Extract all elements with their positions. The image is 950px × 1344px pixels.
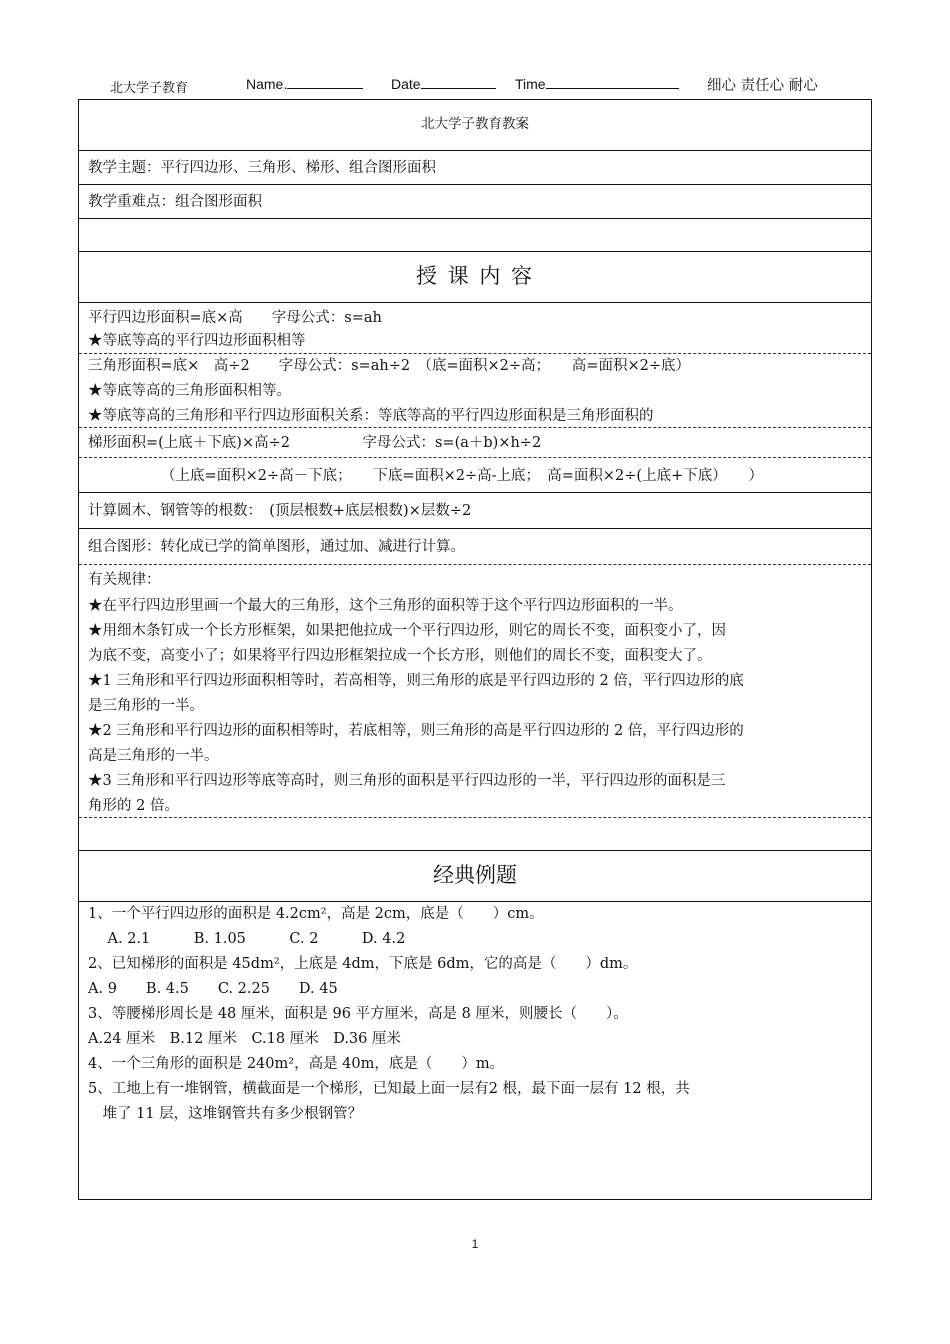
- lesson-plan-table: [78, 99, 872, 1200]
- rules-block: [79, 565, 871, 818]
- doc-title: 北大学子教育教案: [421, 116, 529, 132]
- section-title-content: 授 课 内 容: [415, 264, 535, 288]
- question-2-options: A. 9 B. 4.5 C. 2.25 D. 45: [88, 981, 338, 997]
- content-line: ★等底等高的平行四边形面积相等: [88, 333, 306, 349]
- content-line: ★等底等高的三角形和平行四边形面积关系：等底等高的平行四边形面积是三角形面积的: [88, 408, 654, 424]
- rule-line: 是三角形的一半。: [88, 698, 204, 714]
- org-name: 北大学子教育: [110, 81, 189, 96]
- date-label: Date: [391, 76, 421, 92]
- rule-line: 为底不变，高变小了；如果将平行四边形框架拉成一个长方形，则他们的周长不变，面积变大了。: [88, 648, 712, 664]
- name-label: Name.: [246, 76, 288, 92]
- question-5-cont: 堆了 11 层，这堆钢管共有多少根钢管？: [88, 1106, 363, 1122]
- time-field[interactable]: [515, 74, 679, 92]
- key-points-row: [79, 185, 871, 219]
- date-field[interactable]: [391, 74, 496, 92]
- section-heading-row: [79, 252, 871, 303]
- time-blank[interactable]: [546, 74, 679, 89]
- page-number: 1: [471, 1237, 479, 1251]
- question-1-options: A. 2.1 B. 1.05 C. 2 D. 4.2: [93, 931, 406, 947]
- content-line: ★等底等高的三角形面积相等。: [88, 383, 291, 399]
- date-blank[interactable]: [421, 74, 496, 89]
- rules-title: 有关规律：: [88, 572, 161, 588]
- topic-text: 教学主题：平行四边形、三角形、梯形、组合图形面积: [88, 160, 436, 176]
- content-line: 平行四边形面积=底×高 字母公式：s=ah: [88, 310, 382, 326]
- rule-line: 角形的 2 倍。: [88, 798, 179, 814]
- section-heading-row: [79, 851, 871, 902]
- logs-row: [79, 493, 871, 529]
- trapezoid-formula-row: [79, 458, 871, 493]
- question-3: 3、等腰梯形周长是 48 厘米，面积是 96 平方厘米，高是 8 厘米，则腰长（ ）。: [88, 1006, 628, 1022]
- name-blank[interactable]: [287, 74, 363, 89]
- composite-row: [79, 529, 871, 565]
- topic-row: [79, 151, 871, 185]
- name-field[interactable]: [246, 74, 363, 92]
- question-5: 5、工地上有一堆钢管，横截面是一个梯形，已知最上面一层有2 根，最下面一层有 12 根，共: [88, 1081, 690, 1097]
- question-2: 2、已知梯形的面积是 45dm²，上底是 4dm，下底是 6dm，它的高是（ ）dm。: [88, 956, 638, 972]
- examples-block: [79, 902, 871, 1199]
- question-3-options: A.24 厘米 B.12 厘米 C.18 厘米 D.36 厘米: [88, 1031, 401, 1047]
- rule-line: ★1 三角形和平行四边形面积相等时，若高相等，则三角形的底是平行四边形的 2 倍，平行四边形的底: [88, 673, 744, 689]
- rule-line: 高是三角形的一半。: [88, 748, 219, 764]
- content-line: 三角形面积=底× 高÷2 字母公式：s=ah÷2 （底=面积×2÷高； 高=面积×2÷底）: [88, 358, 690, 374]
- question-1: 1、一个平行四边形的面积是 4.2cm²，高是 2cm，底是（ ）cm。: [88, 906, 544, 922]
- time-label: Time: [515, 76, 546, 92]
- rule-line: ★用细木条钉成一个长方形框架，如果把他拉成一个平行四边形，则它的周长不变，面积变小了，因: [88, 623, 726, 639]
- trapezoid-block: [79, 428, 871, 458]
- rule-line: ★3 三角形和平行四边形等底等高时，则三角形的面积是平行四边形的一半，平行四边形的面积是三: [88, 773, 726, 789]
- question-4: 4、一个三角形的面积是 240m²，高是 40m，底是（ ）m。: [88, 1056, 505, 1072]
- motto: 细心 责任心 耐心: [707, 78, 818, 94]
- content-line: 组合图形：转化成已学的简单图形，通过加、减进行计算。: [88, 539, 465, 555]
- content-line: 计算圆木、钢管等的根数： (顶层根数+底层根数)×层数÷2: [88, 503, 472, 519]
- content-line: 梯形面积=(上底＋下底)×高÷2 字母公式：s=(a＋b)×h÷2: [88, 435, 542, 451]
- parallelogram-block: [79, 303, 871, 354]
- page-header: [0, 74, 950, 96]
- title-row: [79, 100, 871, 151]
- section-title-examples: 经典例题: [433, 863, 517, 887]
- triangle-block: [79, 354, 871, 428]
- key-points-text: 教学重难点：组合图形面积: [88, 194, 262, 210]
- blank-row: [79, 818, 871, 851]
- rule-line: ★在平行四边形里画一个最大的三角形，这个三角形的面积等于这个平行四边形面积的一半。: [88, 598, 683, 614]
- rule-line: ★2 三角形和平行四边形的面积相等时，若底相等，则三角形的高是平行四边形的 2 倍，平行四边形的: [88, 723, 744, 739]
- blank-row: [79, 219, 871, 252]
- content-line: （上底=面积×2÷高－下底； 下底=面积×2÷高-上底； 高=面积×2÷(上底+下底） ）: [161, 468, 763, 484]
